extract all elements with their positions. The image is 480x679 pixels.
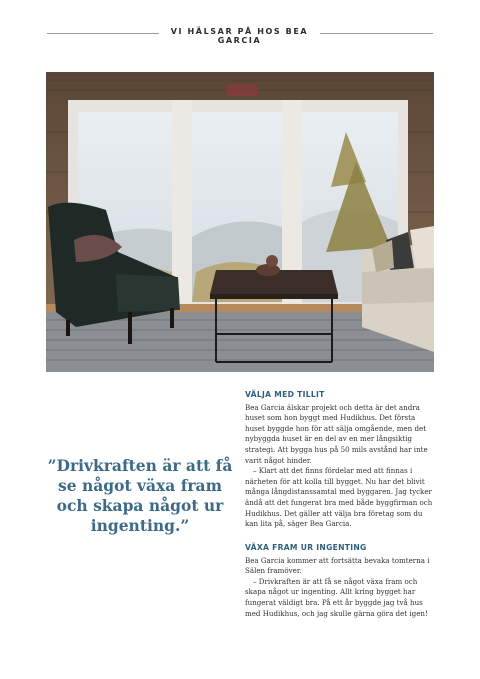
body-paragraph: Bea Garcia kommer att fortsätta bevaka tomterna i Sälen framöver. [245,555,430,576]
living-room-photo [46,72,434,372]
section-vaxa-fram [245,543,435,619]
section-header: VI HÄLSAR PÅ HOS BEA GARCIA [170,27,309,45]
body-paragraph: – Drivkraften är att få se något växa fram och skapa något ur ingenting. Allt kring bygget har fungerat väldigt bra. På ett år byggde jag två hus med Hudikhus, och jag skulle gärna göra det igen! [245,576,428,618]
body-paragraph: Bea Garcia älskar projekt och detta är det andra huset som hon byggt med Hudikhus. Det första huset byggde hon för att sälja omgående, men det nybyggda huset är en del av en mer långsiktig strategi. Att bygga hus på 50 mils avstånd har inte varit något hinder. [245,402,428,465]
section-valja-med-tillit [245,390,435,530]
section-heading: VÄXA FRAM UR INGENTING [245,543,367,552]
header-rule-left [47,33,159,34]
section-heading: VÄLJA MED TILLIT [245,390,325,399]
header-rule-right [320,33,433,34]
body-paragraph: – Klart att det finns fördelar med att finnas i närheten för att kolla till bygget. Nu har det blivit många långdistanssamtal med byggaren. Jag tycker ändå att det fungerat bra med både byggfirman och Hudikhus. Det gäller att välja bra företag som du kan lita på, säger Bea Garcia. [245,466,433,529]
pull-quote: ”Drivkraften är att få se något växa fram och skapa något ur ingenting.” [47,456,233,535]
